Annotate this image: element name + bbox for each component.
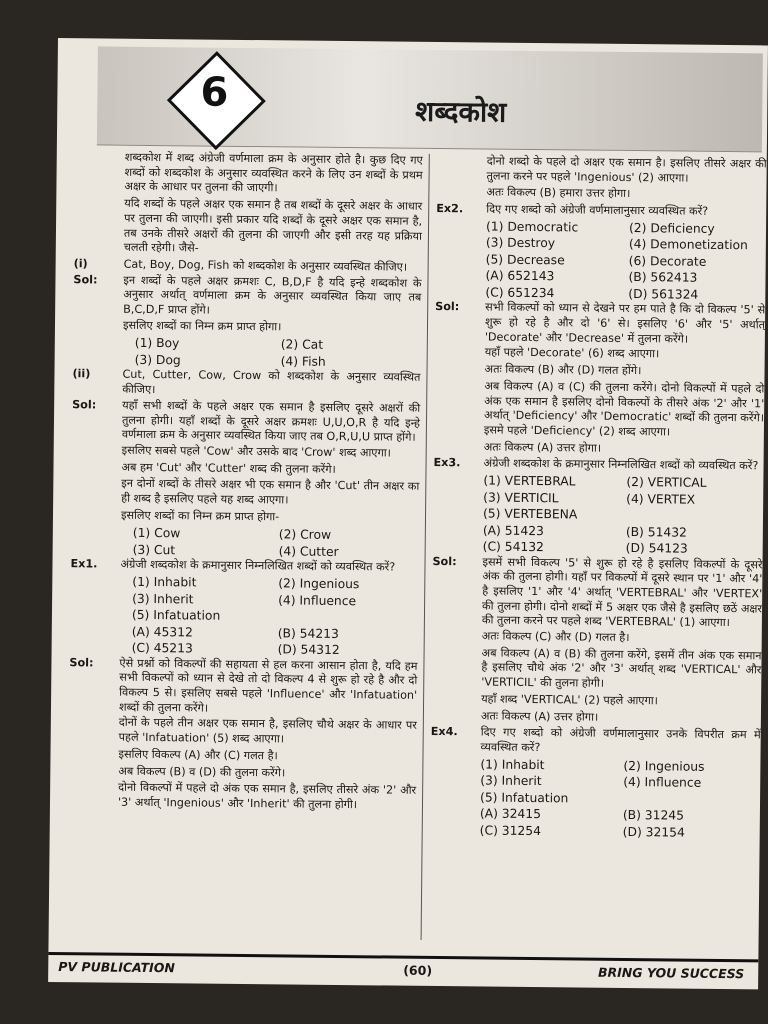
solution-label: Sol: — [73, 272, 98, 287]
tagline: BRING YOU SUCCESS — [597, 964, 745, 982]
word-list — [70, 573, 418, 626]
page-footer — [48, 952, 758, 986]
word-list — [433, 472, 764, 525]
list-item: (3) Inherit — [480, 773, 542, 789]
answer-list — [71, 525, 419, 562]
list-item — [626, 507, 763, 525]
solution-label: Sol: — [435, 300, 460, 314]
left-column — [68, 150, 423, 815]
solution-label: Sol: — [72, 398, 97, 412]
example-text: अंग्रेजी शब्दकोश के क्रमानुसार निम्नलिखित शब्दों को व्यवस्थित करें? — [483, 456, 759, 473]
choice-option: (B) 31245 — [622, 808, 685, 823]
list-item: (4) Demonetization — [628, 237, 748, 253]
list-item: (3) Dog — [134, 352, 181, 368]
example-label: Ex1. — [70, 557, 98, 571]
example-label: Ex3. — [433, 456, 461, 470]
list-item: (2) Ingenious — [278, 576, 360, 592]
solution-line: इसलिए शब्दों का निम्न क्रम प्राप्त होगा। — [122, 318, 282, 334]
choice-option: (A) 51423 — [482, 523, 544, 538]
solution-text: ऐसे प्रश्नों को विकल्पों की सहायता से हल करना आसान होता है, यदि हम सभी विकल्पों को ध्यान से देखे तो दो विकल्प 4 से शुरू हो रहे है और दो विकल्प 5 से। इसलिए सबसे पहले 'Influence' और 'Infatuation' शब्दों की तुलना करेंगे। — [118, 656, 418, 715]
question-text: Cat, Boy, Dog, Fish को शब्दकोश के अनुसार व्यवस्थित कीजिए। — [123, 257, 408, 274]
solution-line: अतः विकल्प (A) उत्तर होगा। — [483, 440, 602, 455]
example-label: Ex4. — [430, 725, 458, 739]
list-item: (1) Democratic — [485, 219, 579, 235]
list-item: (6) Decorate — [628, 253, 707, 269]
list-item: (3) Inherit — [132, 591, 194, 607]
page-number: (60) — [403, 962, 433, 978]
choice-option: (B) 54213 — [277, 626, 339, 641]
solution-label: Sol: — [432, 554, 457, 568]
choice-option: (B) 562413 — [628, 270, 698, 286]
solution-line: अतः विकल्प (C) और (D) गलत है। — [481, 629, 630, 645]
list-item: (2) Cat — [280, 337, 324, 353]
choice-option: (B) 51432 — [625, 524, 687, 540]
word-list — [430, 756, 761, 809]
chapter-number: 6 — [200, 69, 229, 116]
publisher-name: PV PUBLICATION — [58, 959, 175, 976]
list-item: (3) Destroy — [485, 235, 556, 251]
word-list — [436, 218, 767, 271]
solution-line: दोनो शब्दो के पहले दो अक्षर एक समान है। इसलिए तीसरे अक्षर की तुलना करने पर पहले 'Ingenious' (2) आएगा। — [486, 154, 767, 185]
choice-option: (D) 561324 — [628, 286, 699, 302]
choice-option: (A) 32415 — [479, 806, 542, 822]
solution-line: अतः विकल्प (B) और (D) गलत होंगे। — [484, 362, 642, 378]
solution-label: Sol: — [69, 655, 94, 670]
book-page — [48, 38, 768, 989]
solution-line: अब विकल्प (A) व (C) की तुलना करेंगे। दोनो विकल्पों में पहले दो अंक एक समान है इसलिए दोनो विकल्पों के तीसरे अंक '2' और '1' अर्थात् 'Deficiency' और 'Democratic' शब्दों की तुलना करेंगे। इसमे पहले 'Deficiency' (2) शब्द आएगा। — [483, 379, 765, 439]
list-item: (1) VERTEBRAL — [483, 473, 576, 489]
solution-line: इसलिए विकल्प (A) और (C) गलत है। — [118, 747, 278, 763]
list-item: (2) Crow — [278, 527, 332, 543]
question-label: (i) — [73, 257, 88, 271]
list-item: (4) Influence — [623, 775, 702, 790]
list-item: (2) Deficiency — [628, 220, 715, 236]
solution-text: सभी विकल्पों को ध्यान से देखने पर हम पाते है कि दो विकल्प '5' से शुरू हो रहे है और दो '6' से। इसलिए '6' और '5' अर्थात् 'Decorate' और 'Decrease' में तुलना करेंगे। — [484, 300, 766, 346]
list-item — [278, 609, 418, 627]
choice-option: (C) 31254 — [479, 823, 542, 838]
list-item: (4) VERTEX — [626, 491, 696, 507]
solution-line: यहाँ शब्द 'VERTICAL' (2) पहले आएगा। — [481, 692, 658, 708]
solution-i — [73, 273, 421, 321]
solution-line: दोनो विकल्पों में पहले दो अंक एक समान है, इसलिए तीसरे अंक '2' और '3' अर्थात् 'Ingenious' और 'Inherit' की तुलना होगी। — [117, 780, 417, 812]
choice-list — [435, 267, 765, 303]
list-item: (4) Fish — [280, 354, 326, 369]
solution-line: इसलिए सबसे पहले 'Cow' और उसके बाद 'Crow' शब्द आएगा। — [121, 443, 392, 460]
question-text: Cut, Cutter, Cow, Crow को शब्दकोश के अनुसार व्यवस्थित कीजिए। — [122, 368, 421, 397]
chapter-badge — [169, 53, 260, 144]
example-text: अंग्रेजी शब्दकोश के क्रमानुसार निम्नलिखित शब्दों को व्यवस्थित करें? — [120, 558, 396, 575]
choice-option: (C) 54132 — [482, 539, 544, 555]
solution-line: दोनों के पहले तीन अक्षर एक समान है, इसलिए चौथे अक्षर के आधार पर पहले 'Infatuation' (5) शब्द आएगा। — [118, 716, 417, 746]
list-item: (1) Boy — [134, 336, 180, 351]
list-item: (3) Cut — [132, 542, 176, 558]
example-label: Ex2. — [436, 202, 464, 216]
choice-list — [430, 805, 760, 841]
solution-line: अब हम 'Cut' और 'Cutter' शब्द की तुलना करेंगे। — [121, 460, 336, 476]
choice-list — [433, 521, 763, 557]
solution-line: अतः विकल्प (B) हमारा उत्तर होगा। — [486, 185, 631, 201]
choice-list — [70, 623, 418, 660]
chapter-header — [97, 46, 763, 152]
question-label: (ii) — [72, 367, 91, 381]
answer-list — [73, 335, 421, 372]
choice-option: (D) 32154 — [622, 824, 685, 840]
list-item: (2) VERTICAL — [626, 475, 707, 490]
choice-option: (C) 651234 — [485, 285, 555, 301]
column-divider — [421, 154, 430, 940]
question-ii — [72, 368, 420, 401]
intro-paragraph: शब्दकोश में शब्द अंग्रेजी वर्णमाला क्रम के अनुसार होते है। कुछ दिए गए शब्दों को शब्दकोश के अनुसार व्यवस्थित करने के लिए उन शब्दों के प्रथम अक्षर के आधार पर तुलना की जाएगी। — [124, 150, 423, 195]
choice-option: (A) 652143 — [485, 268, 555, 284]
solution-line: अब विकल्प (B) व (D) की तुलना करेंगे। — [118, 764, 286, 780]
solution-line: इन दोनों शब्दों के तीसरे अक्षर भी एक समान है और 'Cut' तीन अक्षर का ही शब्द है इसलिए पहले यह शब्द आएगा। — [121, 477, 420, 507]
choice-option: (D) 54312 — [277, 642, 340, 658]
list-item: (5) Infatuation — [131, 607, 221, 623]
solution-text: इसमें सभी विकल्प '5' से शुरू हो रहे है इसलिए विकल्पों के दूसरे अंक की तुलना होगी। यहाँ पर विकल्पों में दूसरे स्थान पर '1' और '4' है इसलिए '1' और '4' अर्थात् 'VERTEBRAL' और 'VERTEX' की तुलना होगी। दोनो शब्दों में 5 अक्षर एक जैसे है इसलिए छठें अक्षर की तुलना करने पर पहले शब्द 'VERTEBRAL' (1) आएगा। — [481, 555, 763, 630]
example-text: दिए गए शब्दो को अंग्रेजी वर्णमालानुसार व्यवस्थित करें? — [486, 202, 709, 218]
list-item: (2) Ingenious — [623, 758, 705, 774]
intro-paragraph: यदि शब्दों के पहले अक्षर एक समान है तब शब्दों के दूसरे अक्षर के आधार पर तुलना की जाएगी। इसी प्रकार यदि शब्दों के दूसरे अक्षर एक समान है, तब उनके तीसरे अक्षरों की तुलना की जाएगी और इसी तरह यह प्रक्रिया चलती रहेगी। जैसे- — [123, 196, 423, 255]
solution-text: यहाँ सभी शब्दों के पहले अक्षर एक समान है इसलिए दूसरे अक्षरों की तुलना होगी। यहाँ शब्दों के दूसरे अक्षर क्रमशः U,U,O,R है यदि इन्हे वर्णमाला क्रम के अनुसार व्यवस्थित किया जाए तब O,R,U,U प्राप्त होंगे। — [121, 398, 421, 445]
choice-option: (C) 45213 — [131, 640, 193, 656]
solution-line: अब विकल्प (A) व (B) की तुलना करेंगे, इसमें तीन अंक एक समान है इसलिए चौथे अंक '2' और '3' अर्थात् शब्द 'VERTICAL' और 'VERTICIL' की तुलना होगी। — [481, 646, 762, 690]
list-item: (5) VERTEBENA — [482, 506, 578, 522]
example-text: दिए गए शब्दो को अंग्रेजी वर्णमालानुसार उनके विपरीत क्रम में व्यवस्थित करें? — [480, 725, 761, 755]
example-3-solution — [432, 554, 763, 631]
example-2-solution — [435, 300, 765, 348]
solution-ii — [72, 398, 420, 446]
list-item: (1) Inhabit — [132, 574, 197, 590]
list-item: (4) Cutter — [278, 544, 339, 559]
list-item: (1) Inhabit — [480, 757, 545, 772]
choice-option: (D) 54123 — [625, 541, 688, 556]
list-item: (5) Decrease — [485, 252, 565, 268]
solution-text: इन शब्दों के पहले अक्षर क्रमशः C, B,D,F है यदि इन्हे शब्दकोश के अनुसार अर्थात् वर्णमाला क्रम के अनुसार व्यवस्थित किया जाए तब B,C,D,F प्राप्त होंगे। — [123, 273, 422, 317]
list-item: (3) VERTICIL — [483, 490, 559, 505]
right-column — [430, 154, 767, 842]
list-item: (1) Cow — [132, 526, 181, 541]
example-1-solution — [69, 656, 418, 718]
list-item: (5) Infatuation — [480, 790, 569, 806]
solution-line: अतः विकल्प (A) उत्तर होगा। — [480, 709, 599, 724]
example-4 — [431, 725, 761, 758]
choice-option: (A) 45312 — [131, 624, 193, 640]
chapter-title: शब्दकोश — [415, 94, 507, 129]
solution-line: इसलिए शब्दों का निम्न क्रम प्राप्त होगा- — [120, 508, 280, 524]
solution-line: यहाँ पहले 'Decorate' (6) शब्द आएगा। — [484, 345, 660, 361]
list-item: (4) Influence — [278, 593, 357, 608]
list-item — [623, 791, 760, 809]
